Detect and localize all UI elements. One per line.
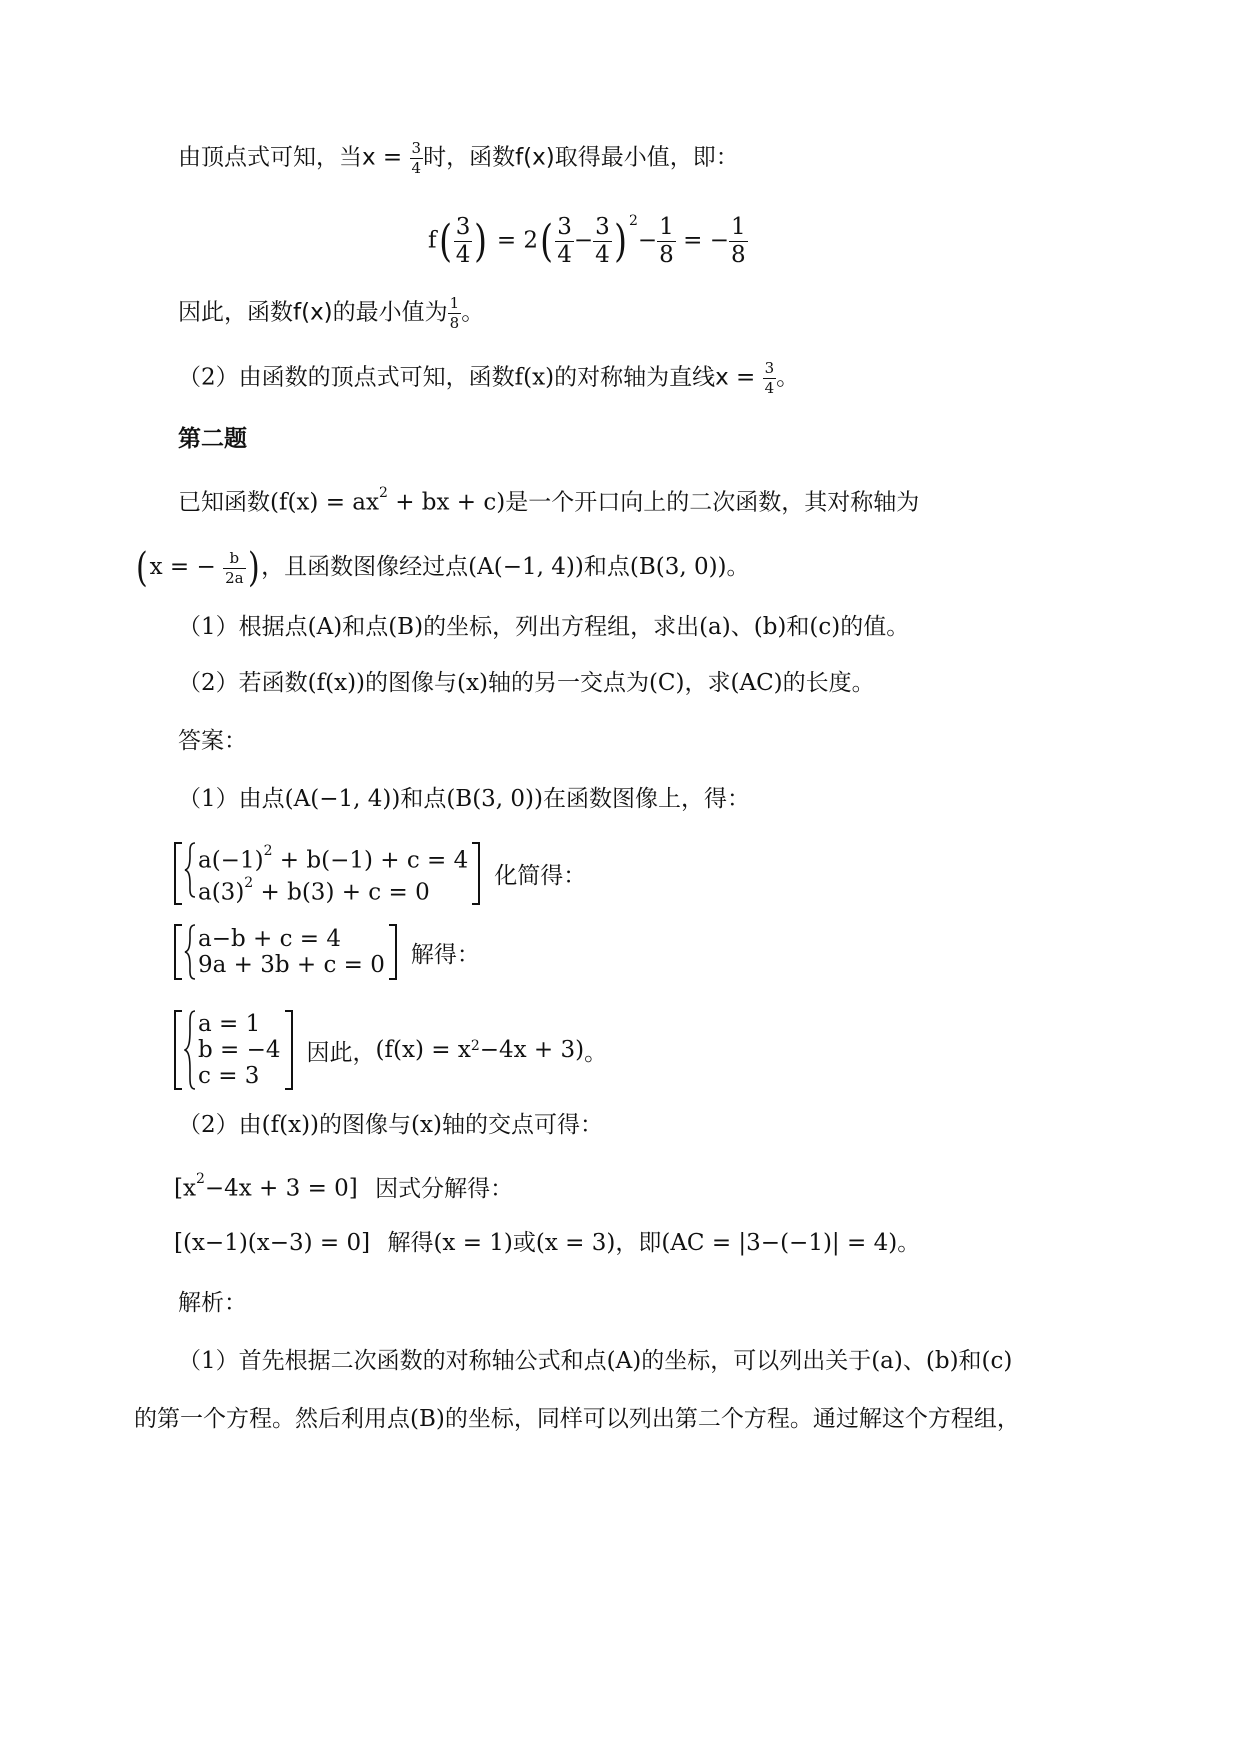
text-line-11: （1）由点(A(−1, 4))和点(B(3, 0))在函数图像上，得： (178, 786, 750, 812)
text-line-8: （1）根据点(A)和点(B)的坐标，列出方程组，求出(a)、(b)和(c)的值。 (178, 614, 910, 640)
equation-system-3: a = 1 b = −4 c = 3 因此， (f(x) = x 2 −4x + 3) 。 (174, 1010, 607, 1090)
left-brace (184, 842, 196, 898)
fraction: $\frac{3}{4}$ (411, 139, 422, 177)
section-heading: 第二题 (178, 426, 247, 452)
left-bracket (174, 842, 182, 905)
text-line-16: $[x^2-4x + 3 = 0]$ 因式分解得： (174, 1171, 514, 1202)
answer-label: 答案： (178, 728, 247, 754)
equation-system-1: $a(-1)^2 + b(-1) + c = 4$ $a(3)^2 + b(3) + c = 0$ 化简得： (174, 842, 586, 905)
display-equation-1: f( $\frac{3}{4}$ ) = 2( $\frac{3}{4}$ − $\frac{3}{4}$ ) $^2$− $\frac{1}{8}$ = − $\frac{1}{8}$ (428, 213, 746, 269)
right-bracket (472, 842, 480, 905)
text-line-20: 的第一个方程。然后利用点(B)的坐标，同样可以列出第二个方程。通过解这个方程组， (134, 1406, 1020, 1432)
text-line-7: (x = − $\frac{b}{2a}$ )，且函数图像经过点(A(−1, 4))和点(B(3, 0))。 (135, 545, 750, 591)
text-line-1: 由顶点式可知，当x = $\frac{3}{4}$ 时，函数f(x)取得最小值，即： (178, 139, 739, 177)
text-line-19: （1）首先根据二次函数的对称轴公式和点(A)的坐标，可以列出关于(a)、(b)和(c) (178, 1348, 1013, 1374)
text-line-6: 已知函数($f(x) = ax^2$ + bx + c)是一个开口向上的二次函数，其对称轴为 (178, 485, 920, 516)
analysis-label: 解析： (178, 1290, 247, 1316)
text-line-3: 因此，函数f(x)的最小值为 $\frac{1}{8}$ 。 (178, 294, 485, 332)
equation-system-2: a−b + c = 4 9a + 3b + c = 0 解得： (174, 924, 480, 980)
text-line-9: （2）若函数(f(x))的图像与(x)轴的另一交点为(C)，求(AC)的长度。 (178, 670, 875, 696)
text-line-17: [(x−1)(x−3) = 0] 解得(x = 1)或(x = 3)，即(AC = |3−(−1)| = 4)。 (174, 1230, 921, 1256)
text-line-15: （2）由(f(x))的图像与(x)轴的交点可得： (178, 1112, 603, 1138)
text-line-4: （2）由函数的顶点式可知，函数f(x)的对称轴为直线x = $\frac{3}{4}$ 。 (178, 359, 800, 397)
